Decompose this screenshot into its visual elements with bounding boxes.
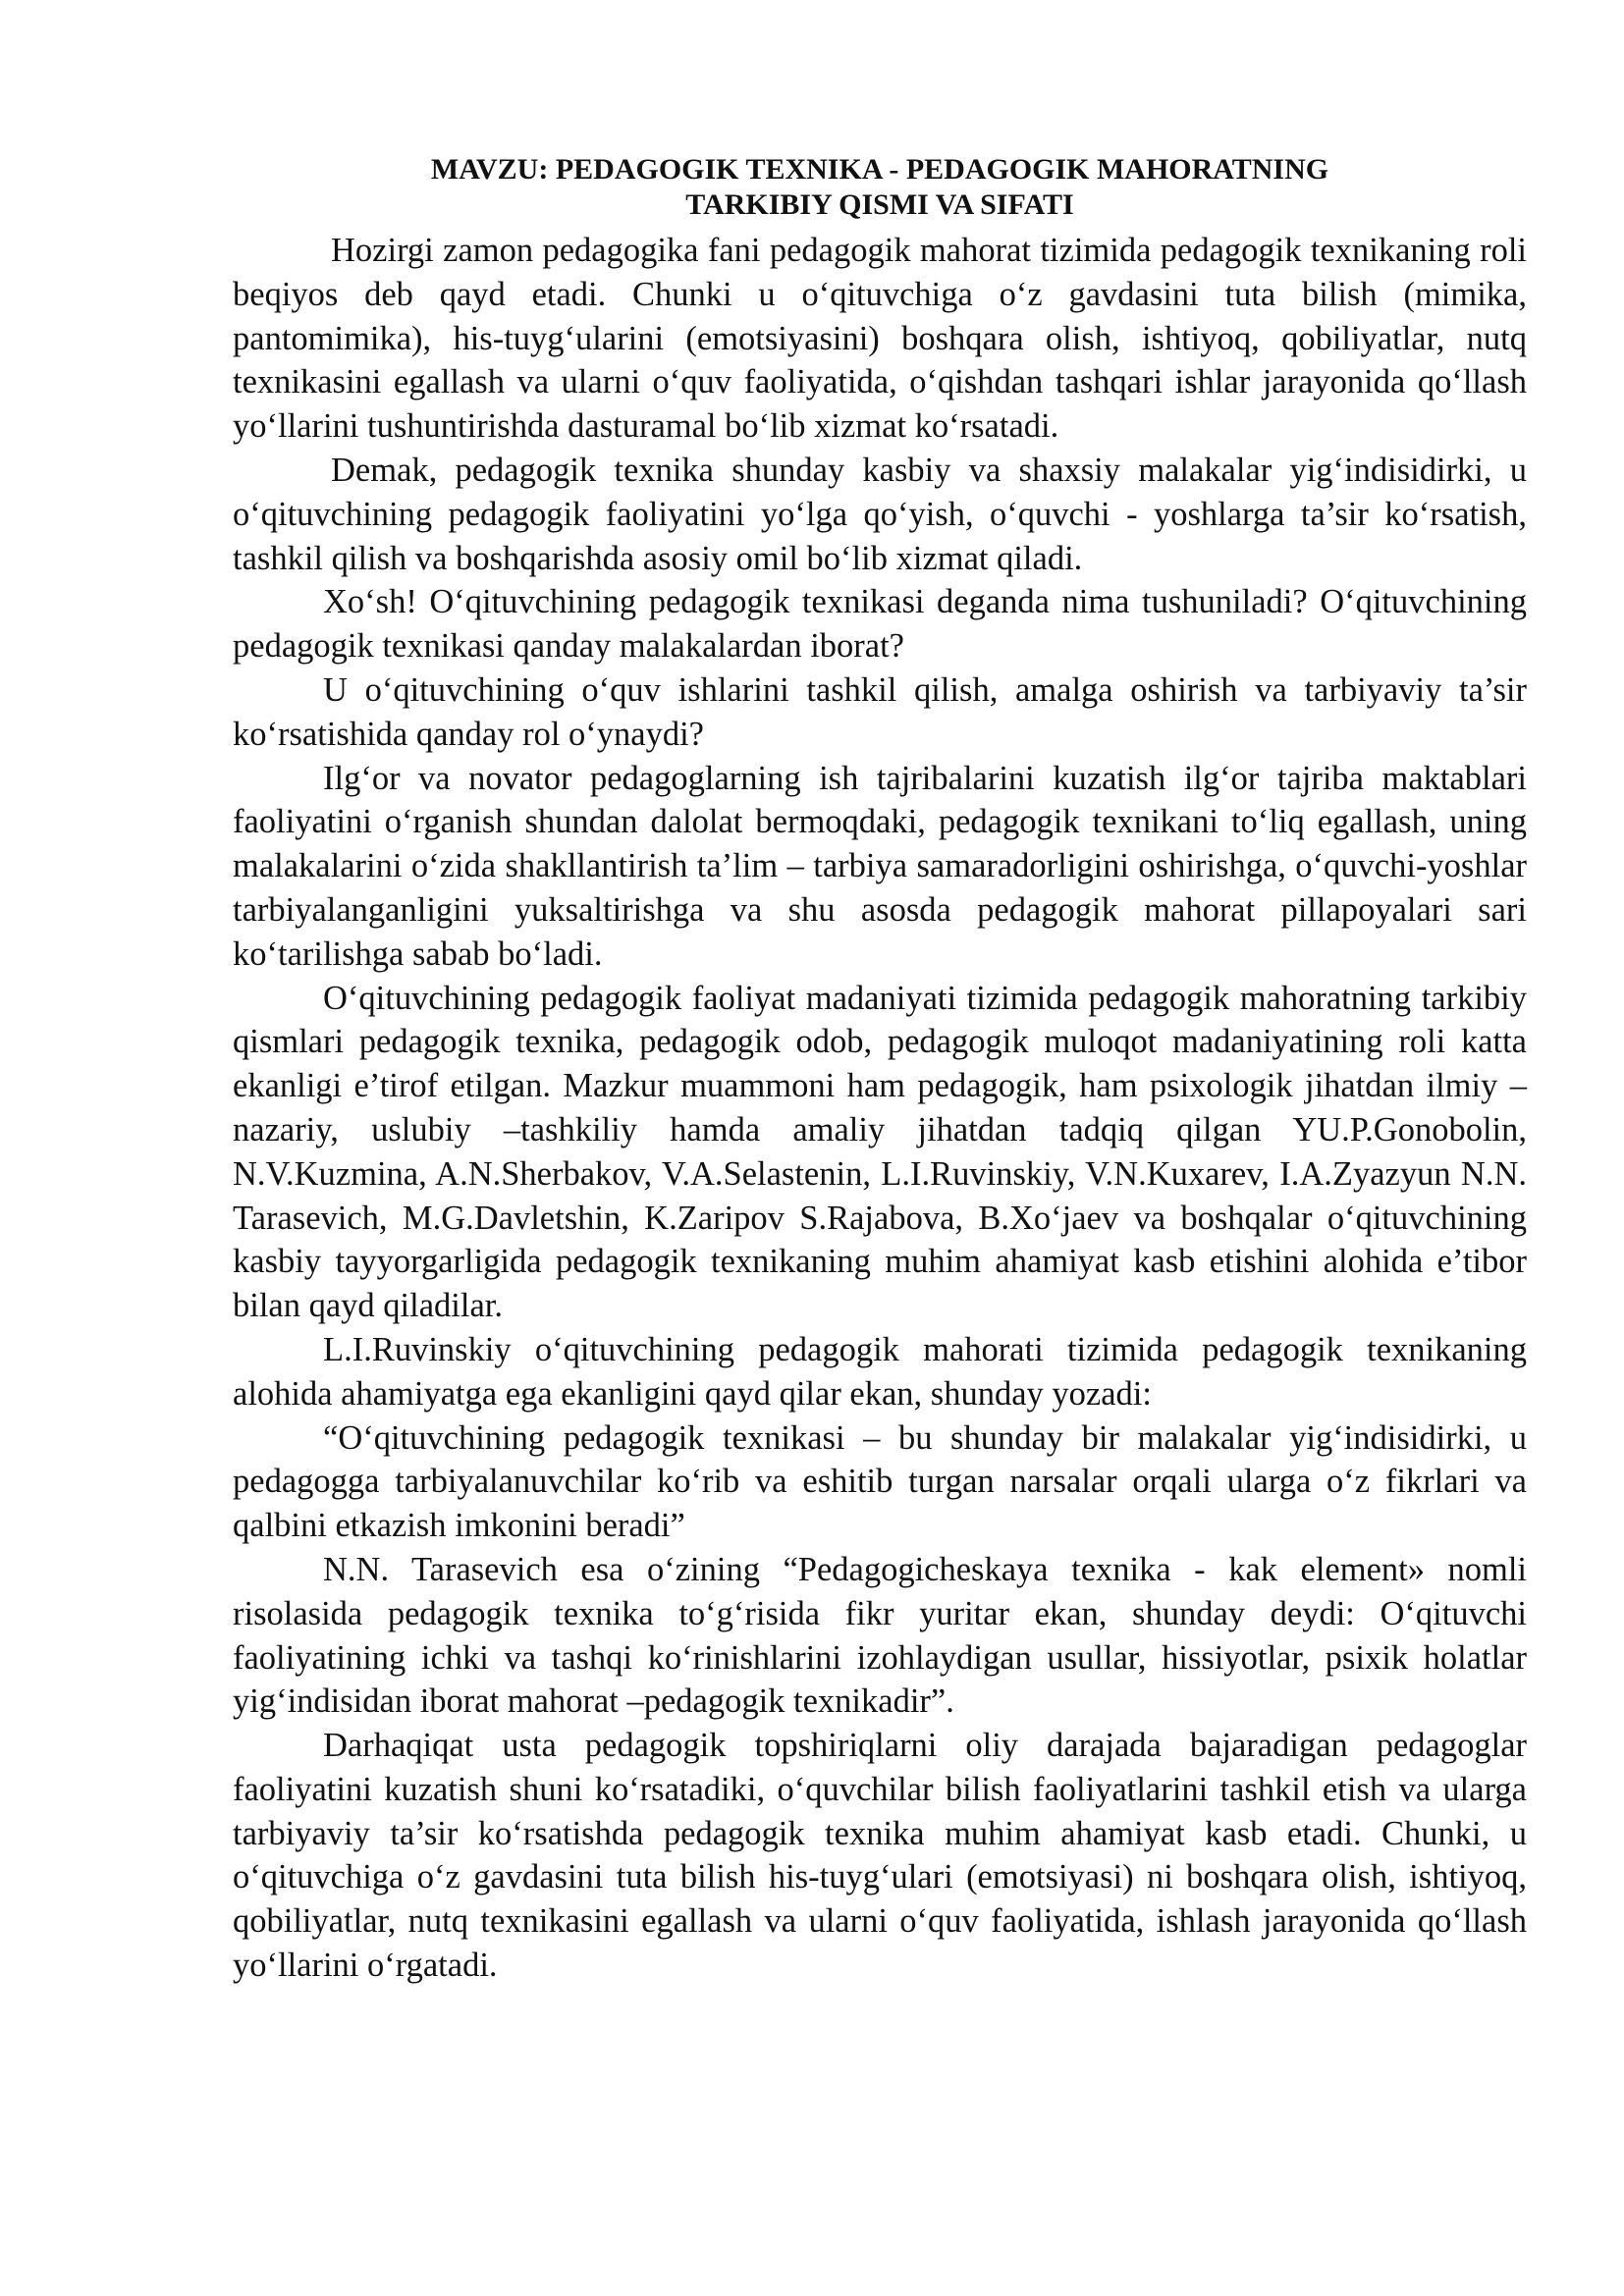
document-title bbox=[233, 152, 1527, 223]
paragraph-10: Darhaqiqat usta pedagogik topshiriqlarni oliy darajada bajaradigan pedagoglar faoliyatini kuzatish shuni ko‘rsatadiki, o‘quvchilar bilish faoliyatlarini tashkil etish va ularga tarbiyaviy ta’sir ko‘rsatishda pedagogik texnika muhim ahamiyat kasb etadi. Chunki, u o‘qituvchiga o‘z gavdasini tuta bilish his-tuyg‘ulari (emotsiyasi) ni boshqara olish, ishtiyoq, qobiliyatlar, nutq texnikasini egallash va ularni o‘quv faoliyatida, ishlash jarayonida qo‘llash yo‘llarini o‘rgatadi. bbox=[233, 1727, 1527, 1985]
paragraph-5: Ilg‘or va novator pedagoglarning ish tajribalarini kuzatish ilg‘or tajriba maktablari faoliyatini o‘rganish shundan dalolat bermoqdaki, pedagogik texnikani to‘liq egallash, uning malakalarini o‘zida shakllantirish ta’lim – tarbiya samaradorligini oshirishga, o‘quvchi-yoshlar tarbiyalanganligini yuksaltirishga va shu asosda pedagogik mahorat pillapoyalari sari ko‘tarilishga sabab bo‘ladi. bbox=[233, 759, 1527, 973]
paragraph-3: Xo‘sh! O‘qituvchining pedagogik texnikasi deganda nima tushuniladi? O‘qituvchining pedagogik texnikasi qanday malakalardan iborat? bbox=[233, 583, 1527, 666]
paragraph-7: L.I.Ruvinskiy o‘qituvchining pedagogik mahorati tizimida pedagogik texnikaning alohida ahamiyatga ega ekanligini qayd qilar ekan, shunday yozadi: bbox=[233, 1330, 1527, 1413]
title-line-1: MAVZU: PEDAGOGIK TEXNIKA - PEDAGOGIK MAHORATNING bbox=[430, 153, 1329, 186]
paragraph-6: O‘qituvchining pedagogik faoliyat madaniyati tizimida pedagogik mahoratning tarkibiy qismlari pedagogik texnika, pedagogik odob, pedagogik muloqot madaniyatining roli katta ekanligi e’tirof etilgan. Mazkur muammoni ham pedagogik, ham psixologik jihatdan ilmiy –nazariy, uslubiy –tashkiliy hamda amaliy jihatdan tadqiq qilgan YU.P.Gonobolin, N.V.Kuzmina, A.N.Sherbakov, V.A.Selastenin, L.I.Ruvinskiy, V.N.Kuxarev, I.A.Zyazyun N.N. Tarasevich, M.G.Davletshin, K.Zaripov S.Rajabova, B.Xo‘jaev va boshqalar o‘qituvchining kasbiy tayyorgarligida pedagogik texnikaning muhim ahamiyat kasb etishini alohida e’tibor bilan qayd qiladilar. bbox=[233, 979, 1527, 1325]
paragraph-8-quote: “O‘qituvchining pedagogik texnikasi – bu shunday bir malakalar yig‘indisidirki, u pedagogga tarbiyalanuvchilar ko‘rib va eshitib turgan narsalar orqali ularga o‘z fikrlari va qalbini etkazish imkonini beradi” bbox=[233, 1418, 1527, 1545]
paragraph-9: N.N. Tarasevich esa o‘zining “Pedagogicheskaya texnika - kak element» nomli risolasida pedagogik texnika to‘g‘risida fikr yuritar ekan, shunday deydi: O‘qituvchi faoliyatining ichki va tashqi ko‘rinishlarini izohlaydigan usullar, hissiyotlar, psixik holatlar yig‘indisidan iborat mahorat –pedagogik texnikadir”. bbox=[233, 1550, 1527, 1721]
paragraph-2: Demak, pedagogik texnika shunday kasbiy va shaxsiy malakalar yig‘indisidirki, u o‘qituvchining pedagogik faoliyatini yo‘lga qo‘yish, o‘quvchi - yoshlarga ta’sir ko‘rsatish, tashkil qilish va boshqarishda asosiy omil bo‘lib xizmat qiladi. bbox=[233, 451, 1527, 577]
title-line-2: TARKIBIY QISMI VA SIFATI bbox=[685, 188, 1074, 221]
document-page bbox=[233, 152, 1527, 1988]
paragraph-4: U o‘qituvchining o‘quv ishlarini tashkil qilish, amalga oshirish va tarbiyaviy ta’sir ko‘rsatishida qanday rol o‘ynaydi? bbox=[233, 670, 1527, 753]
paragraph-1: Hozirgi zamon pedagogika fani pedagogik mahorat tizimida pedagogik texnikaning roli beqiyos deb qayd etadi. Chunki u o‘qituvchiga o‘z gavdasini tuta bilish (mimika, pantomimika), his-tuyg‘ularini (emotsiyasini) boshqara olish, ishtiyoq, qobiliyatlar, nutq texnikasini egallash va ularni o‘quv faoliyatida, o‘qishdan tashqari ishlar jarayonida qo‘llash yo‘llarini tushuntirishda dasturamal bo‘lib xizmat ko‘rsatadi. bbox=[233, 232, 1527, 446]
